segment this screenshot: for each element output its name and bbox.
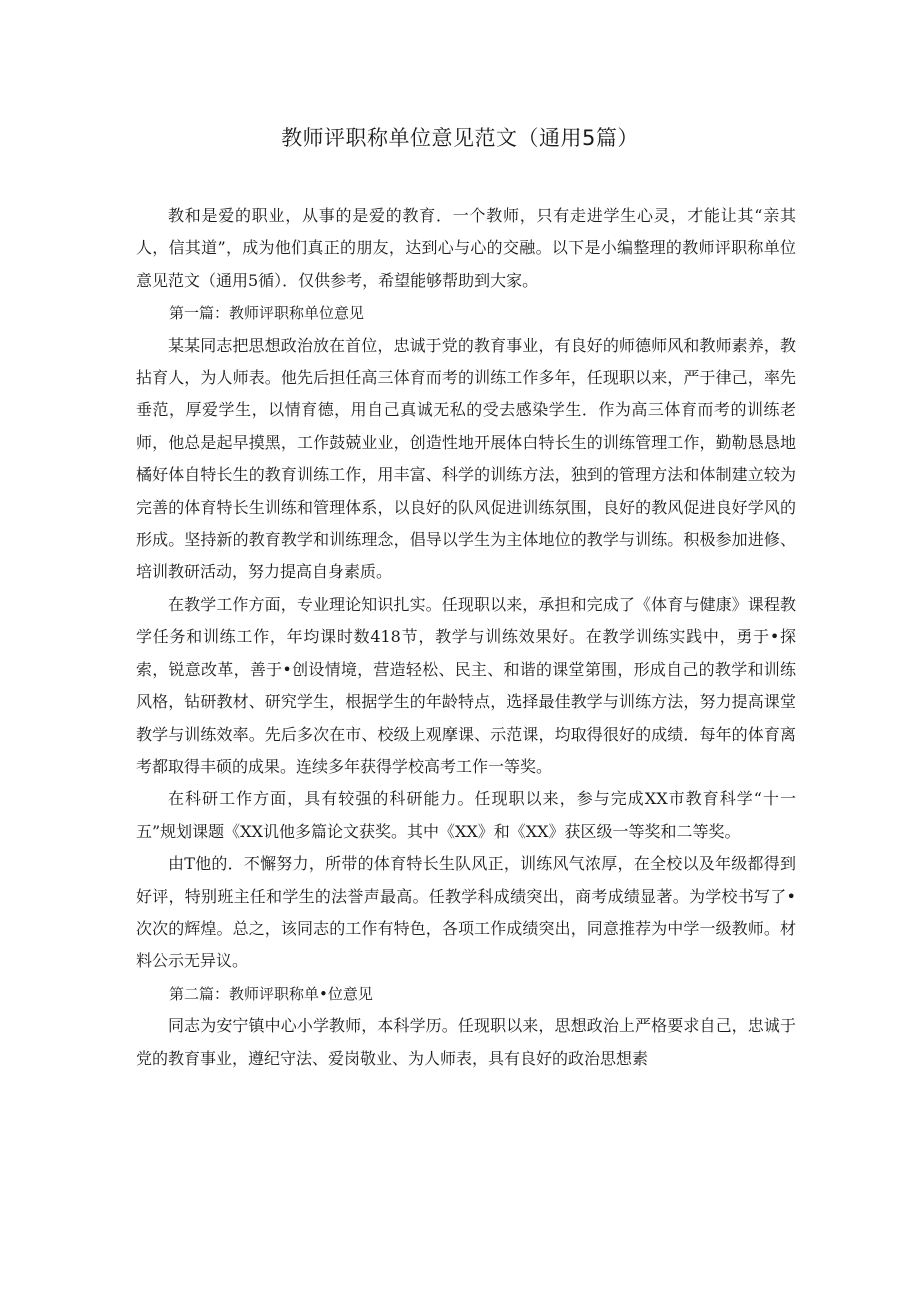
body-paragraph: 教和是爱的职业，从事的是爱的教育．一个教师，只有走进学生心灵，才能让其“亲其人，信其道”，成为他们真正的朋友，达到心与心的交融。以下是小编整理的教师评职称单位意见范文（通用5循）．仅供参考，希望能够帮助到大家。 <box>136 206 796 290</box>
document-title: 教师评职称单位意见范文（通用5篇） <box>281 126 639 150</box>
section-heading: 第一篇：教师评职称单位意见 <box>169 304 365 323</box>
body-paragraph: 在科研工作方面，具有较强的科研能力。任现职以来，参与完成XX市教育科学“十一五”规划课题《XX讥他多篇论文获奖。其中《XX》和《XX》获区级一等奖和二等奖。 <box>136 789 796 841</box>
body-paragraph: 某某同志把思想政治放在首位，忠诚于党的教育事业，有良好的师德师风和教师素养，教拈育人，为人师表。他先后担任高三体育而考的训练工作多年，任现职以来，严于律己，率先垂范，厚爱学生，以情育德，用自己真诚无私的受去感染学生．作为高三体育而考的训练老师，他总是起早摸黑，工作鼓兢业业，创造性地开展体白特长生的训练管理工作，勤勒恳恳地橘好体自特长生的教育训练工作，用丰富、科学的训练方法，独到的管理方法和体制建立较为完善的体育特长生训练和管理体系，以良好的队风促进训练氛围，良好的教风促进良好学风的形成。坚持新的教育教学和训练理念，倡导以学生为主体地位的教学与训练。积极参加进修、培训教研活动，努力提高自身素质。 <box>136 335 796 582</box>
body-paragraph: 由T他的．不懈努力，所带的体育特长生队风正，训练风气浓厚，在全校以及年级都得到好评，特别班主任和学生的法誉声最高。任教学科成绩突出，商考成绩显著。为学校书写了•次次的辉煌。总之，该同志的工作有特色，各项工作成绩突出，同意推荐为中学一级教师。材料公示无异议。 <box>136 854 796 971</box>
body-paragraph: 在教学工作方面，专业理论知识扎实。任现职以来，承担和完成了《体育与健康》课程教学任务和训练工作，年均课时数418节，教学与训练效果好。在教学训练实践中，勇于•探索，锐意改革，善于•创设情境，营造轻松、民主、和谐的课堂第围，形成自己的教学和训练风格，钻研教材、研究学生，根据学生的年龄特点，选择最佳教学与训练方法，努力提高课堂教学与训练效率。先后多次在市、校级上观摩课、示范课，均取得很好的成绩．每年的体育离考都取得丰硕的成果。连续多年获得学校高考工作一等奖。 <box>136 594 796 776</box>
document-body <box>136 200 796 1075</box>
section-heading: 第二篇：教师评职称单•位意见 <box>169 984 373 1003</box>
body-paragraph: 同志为安宁镇中心小学教师，本科学历。任现职以来，思想政治上严格要求自己，忠诚于党的教育事业，遵纪守法、爱岗敬业、为人师表，具有良好的政治思想素 <box>136 1016 796 1068</box>
